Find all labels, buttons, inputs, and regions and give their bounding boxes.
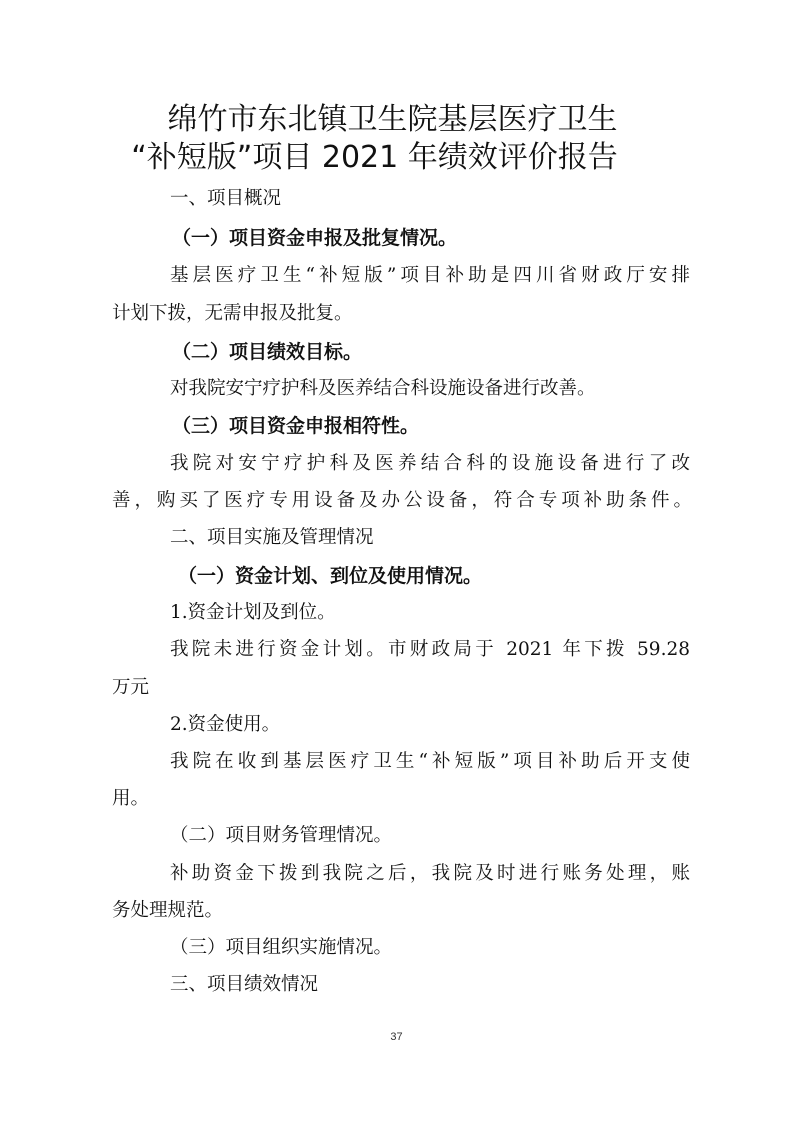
subsection-heading: （三）项目组织实施情况。 [170, 937, 393, 958]
paragraph-line: 用。 [112, 788, 150, 809]
paragraph-line: 务处理规范。 [112, 900, 224, 921]
paragraph-line: 万元 [112, 677, 150, 698]
paragraph-line: 2.资金使用。 [170, 714, 281, 735]
paragraph-line: 我院未进行资金计划。市财政局于 2021 年下拨 59.28 [170, 639, 690, 660]
report-title-line-2: “补短版”项目 2021 年绩效评价报告 [131, 140, 618, 175]
subsection-heading: （二）项目绩效目标。 [172, 341, 363, 363]
paragraph-line: 1.资金计划及到位。 [170, 602, 336, 623]
section-heading-2: 二、项目实施及管理情况 [170, 527, 374, 548]
paragraph-line: 我院在收到基层医疗卫生“补短版”项目补助后开支使 [170, 751, 690, 772]
section-heading-3: 三、项目绩效情况 [170, 974, 319, 995]
subsection-heading: （一）项目资金申报及批复情况。 [172, 227, 458, 249]
subsection-heading: （一）资金计划、到位及使用情况。 [178, 565, 483, 587]
report-title-line-1: 绵竹市东北镇卫生院基层医疗卫生 [167, 102, 618, 137]
paragraph-line: 我院对安宁疗护科及医养结合科的设施设备进行了改 [170, 453, 690, 474]
paragraph-line: 善，购买了医疗专用设备及办公设备，符合专项补助条件。 [112, 490, 692, 511]
paragraph-line: 计划下拨，无需申报及批复。 [112, 303, 353, 324]
page-number: 37 [390, 1031, 403, 1043]
paragraph-line: 补助资金下拨到我院之后，我院及时进行账务处理，账 [170, 863, 690, 884]
paragraph-line: 基层医疗卫生“补短版”项目补助是四川省财政厅安排 [170, 265, 690, 286]
subsection-heading: （三）项目资金申报相符性。 [172, 415, 420, 437]
section-heading-1: 一、项目概况 [170, 188, 282, 209]
paragraph-line: 对我院安宁疗护科及医养结合科设施设备进行改善。 [170, 378, 596, 399]
subsection-heading: （二）项目财务管理情况。 [170, 825, 393, 846]
